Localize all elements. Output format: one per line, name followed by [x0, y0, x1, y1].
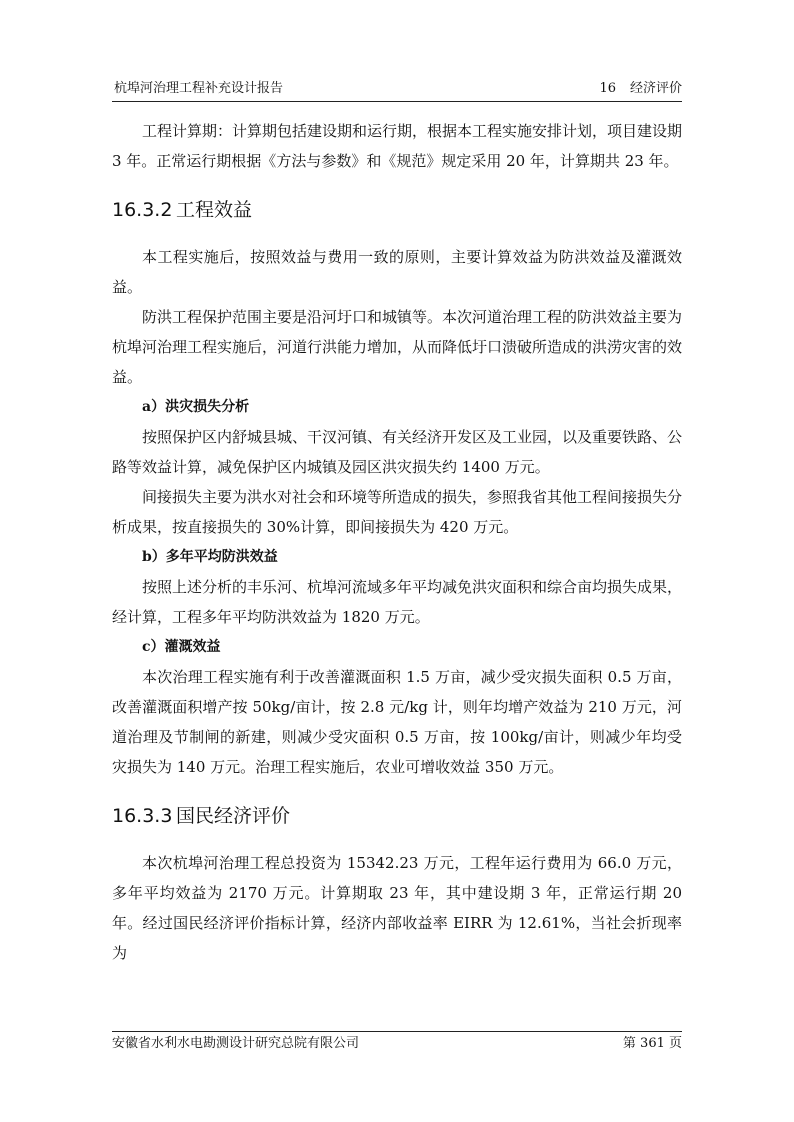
paragraph-irrigation-benefit: 本次治理工程实施有利于改善灌溉面积 1.5 万亩，减少受灾损失面积 0.5 万亩，改善灌溉面积增产按 50kg/亩计，按 2.8 元/kg 计，则年均增产效益为 210 万元，河道治理及节制闸的新建，则减少受灾面积 0.5 万亩，按 100kg/亩计，则减少年均受灾损失为 140 万元。治理工程实施后，农业可增收效益 350 万元。: [112, 668, 682, 776]
chapter-number: 16: [599, 81, 616, 96]
footer-divider: [112, 1031, 682, 1032]
report-title: 杭埠河治理工程补充设计报告: [114, 81, 284, 96]
subheading-flood-loss-analysis: a）洪灾损失分析: [142, 399, 250, 415]
paragraph-benefit-principle: 本工程实施后，按照效益与费用一致的原则，主要计算效益为防洪效益及灌溉效益。: [112, 248, 682, 296]
subheading-annual-flood-benefit: b）多年平均防洪效益: [142, 549, 278, 565]
section-heading-national-economic-evaluation: [112, 801, 682, 831]
company-name: 安徽省水利水电勘测设计研究总院有限公司: [112, 1036, 360, 1051]
section-title: 国民经济评价: [176, 805, 291, 827]
paragraph-economic-evaluation: 本次杭埠河治理工程总投资为 15342.23 万元，工程年运行费用为 66.0 万元，多年平均效益为 2170 万元。计算期取 23 年，其中建设期 3 年，正常运行期 20 年。经过国民经济评价指标计算，经济内部收益率 EIRR 为 12.61%，当社会折现率为: [112, 854, 682, 962]
header-divider: [112, 101, 682, 102]
page-body: [112, 116, 682, 968]
page-footer: [112, 1034, 682, 1054]
chapter-label: [599, 78, 682, 100]
paragraph-calculation-period: 工程计算期：计算期包括建设期和运行期，根据本工程实施安排计划，项目建设期 3 年。正常运行期根据《方法与参数》和《规范》规定采用 20 年，计算期共 23 年。: [112, 122, 683, 170]
page-header: [112, 78, 682, 100]
paragraph-indirect-loss: 间接损失主要为洪水对社会和环境等所造成的损失，参照我省其他工程间接损失分析成果，按直接损失的 30%计算，即间接损失为 420 万元。: [112, 488, 683, 536]
section-number: 16.3.3: [112, 805, 173, 827]
subheading-irrigation-benefit: c）灌溉效益: [142, 639, 221, 655]
chapter-title: 经济评价: [629, 81, 682, 96]
paragraph-direct-loss: 按照保护区内舒城县城、干汊河镇、有关经济开发区及工业园，以及重要铁路、公路等效益计算，减免保护区内城镇及园区洪灾损失约 1400 万元。: [112, 428, 683, 476]
paragraph-flood-scope: 防洪工程保护范围主要是沿河圩口和城镇等。本次河道治理工程的防洪效益主要为杭埠河治理工程实施后，河道行洪能力增加，从而降低圩口溃破所造成的洪涝灾害的效益。: [112, 308, 683, 386]
section-heading-engineering-benefits: [112, 195, 682, 225]
page-number: 第 361 页: [622, 1036, 682, 1051]
section-number: 16.3.2: [112, 199, 173, 221]
paragraph-annual-flood-benefit: 按照上述分析的丰乐河、杭埠河流域多年平均减免洪灾面积和综合亩均损失成果，经计算，工程多年平均防洪效益为 1820 万元。: [112, 578, 683, 626]
section-title: 工程效益: [176, 199, 253, 221]
